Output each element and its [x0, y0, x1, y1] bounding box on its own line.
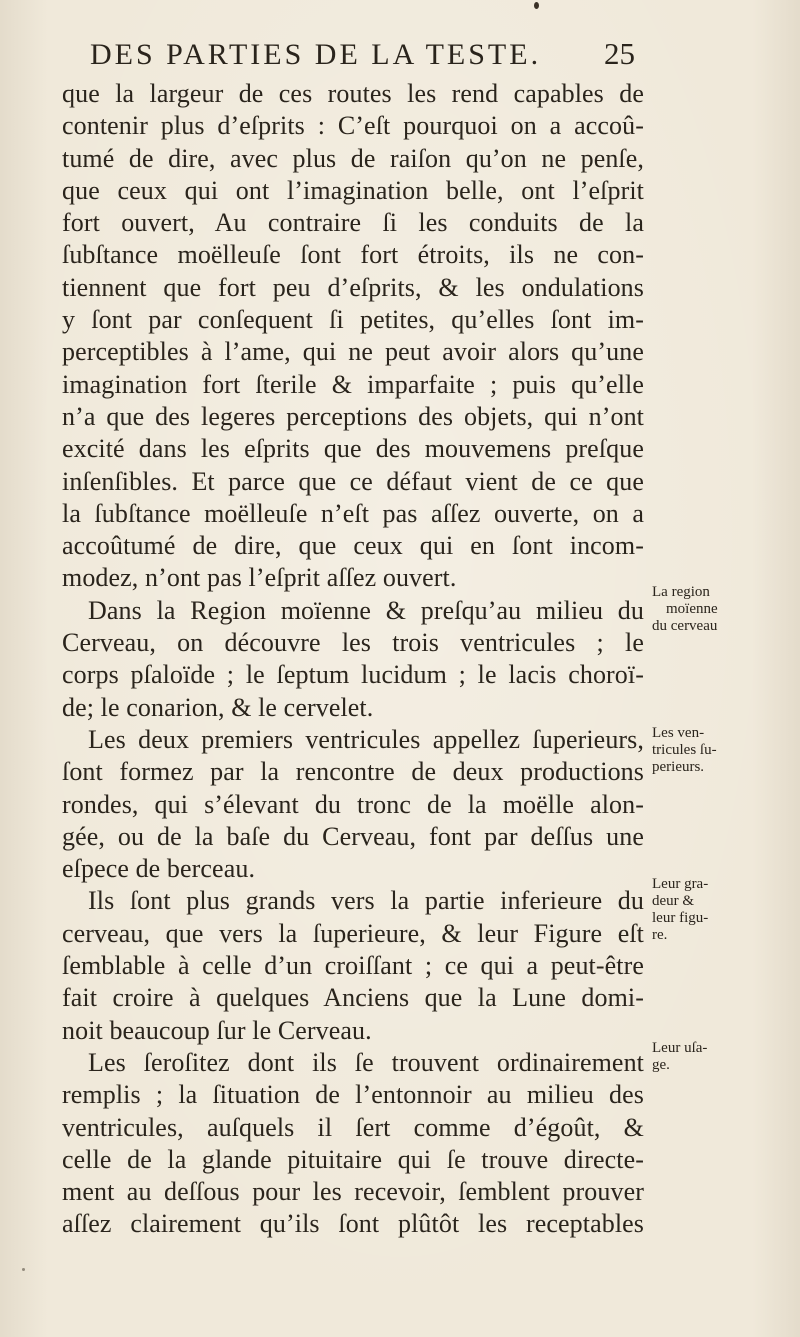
margin-note-line: moïenne [666, 601, 718, 617]
text-line: rondes, qui s’élevant du tronc de la moëlle alon- [62, 789, 644, 819]
text-line: fait croire à quelques Anciens que la Lune domi- [62, 983, 644, 1013]
text-line: aſſez clairement qu’ils ſont plûtôt les receptables [62, 1209, 644, 1239]
text-line: gée, ou de la baſe du Cerveau, font par deſſus une [62, 821, 644, 851]
text-line: Dans la Region moïenne & preſqu’au milieu du [88, 595, 644, 625]
text-line: Ils ſont plus grands vers la partie inferieure du [88, 886, 644, 916]
text-line: que ceux qui ont l’imagination belle, ont l’eſprit [62, 175, 644, 205]
text-line: contenir plus d’eſprits : C’eſt pourquoi on a accoû- [62, 111, 644, 141]
text-line: imagination fort ſterile & imparfaite ; puis qu’elle [62, 369, 644, 399]
margin-note-line: perieurs. [652, 759, 705, 775]
text-line: modez, n’ont pas l’eſprit aſſez ouvert. [62, 563, 457, 593]
text-line: excité dans les eſprits que des mouvemens preſque [62, 434, 644, 464]
paper-speck [534, 2, 539, 9]
text-line: corps pſaloïde ; le ſeptum lucidum ; le lacis choroï- [62, 660, 644, 690]
margin-note [652, 725, 788, 776]
text-line: tumé de dire, avec plus de raiſon qu’on ne penſe, [62, 143, 644, 173]
text-line: celle de la glande pituitaire qui ſe trouve directe- [62, 1144, 644, 1174]
text-line: inſenſibles. Et parce que ce défaut vient de ce que [62, 466, 644, 496]
text-line: Cerveau, on découvre les trois ventricules ; le [62, 628, 644, 658]
page-number: 25 [604, 36, 635, 71]
margin-note-line: du cerveau [652, 618, 718, 634]
text-line: ſemblable à celle d’un croiſſant ; ce qui a peut-être [62, 951, 644, 981]
text-line: ment au deſſous pour les recevoir, ſemblent prouver [62, 1177, 644, 1207]
margin-note-line: Leur uſa- [652, 1040, 708, 1056]
text-line: accoûtumé de dire, que ceux qui en ſont incom- [62, 531, 644, 561]
margin-note-line: ge. [652, 1057, 670, 1073]
paper-speck [22, 1268, 25, 1271]
margin-note [652, 876, 788, 944]
text-line: la ſubſtance moëlleuſe n’eſt pas aſſez ouverte, on a [62, 498, 644, 528]
margin-note-line: Les ven- [652, 725, 705, 741]
text-line: tiennent que fort peu d’eſprits, & les ondulations [62, 272, 644, 302]
text-line: remplis ; la ſituation de l’entonnoir au milieu des [62, 1080, 644, 1110]
text-line: eſpece de berceau. [62, 854, 256, 884]
text-line: ſubſtance moëlleuſe ſont fort étroits, ils ne con- [62, 240, 644, 270]
body-text [62, 78, 644, 1241]
margin-note [652, 584, 788, 635]
text-line: ventricules, auſquels il ſert comme d’égoût, & [62, 1112, 644, 1142]
running-head-text: DES PARTIES DE LA TESTE. [90, 38, 542, 71]
margin-note-line: deur & [652, 893, 695, 909]
text-line: y ſont par conſequent ſi petites, qu’elles ſont im- [62, 305, 644, 335]
margin-note [652, 1040, 788, 1074]
text-line: perceptibles à l’ame, qui ne peut avoir alors qu’une [62, 337, 644, 367]
text-line: noit beaucoup ſur le Cerveau. [62, 1015, 372, 1045]
text-line: fort ouvert, Au contraire ſi les conduits de la [62, 208, 644, 238]
running-head [90, 38, 650, 72]
text-line: cerveau, que vers la ſuperieure, & leur Figure eſt [62, 918, 644, 948]
text-line: ſont formez par la rencontre de deux productions [62, 757, 644, 787]
text-line: que la largeur de ces routes les rend capables de [62, 79, 644, 108]
text-line: n’a que des legeres perceptions des objets, qui n’ont [62, 401, 644, 431]
text-line: Les ſeroſitez dont ils ſe trouvent ordinairement [88, 1047, 644, 1077]
margin-note-line: La region [652, 584, 710, 600]
text-line: Les deux premiers ventricules appellez ſuperieurs, [88, 724, 644, 754]
margin-note-line: leur figu- [652, 910, 709, 926]
margin-note-line: tricules ſu- [652, 742, 717, 758]
margin-note-line: re. [652, 927, 668, 943]
margin-note-line: Leur gra- [652, 876, 709, 892]
text-line: de; le conarion, & le cervelet. [62, 692, 374, 722]
